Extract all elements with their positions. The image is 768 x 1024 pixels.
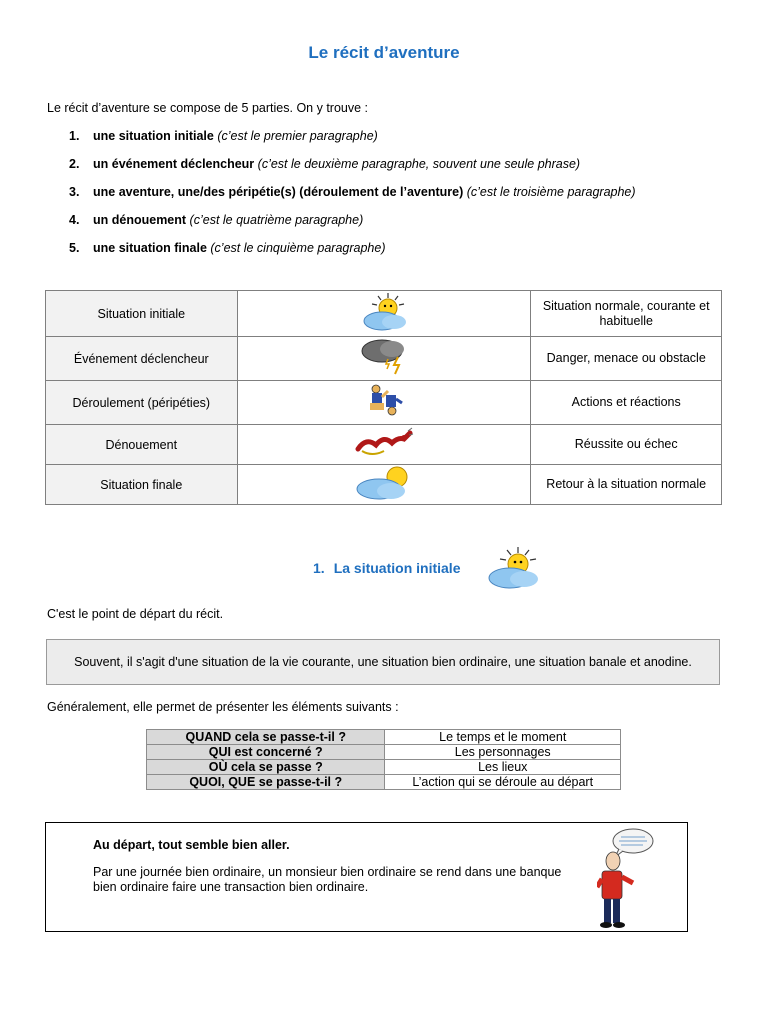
dragon-icon (354, 427, 414, 459)
list-item: 4. un dénouement (c’est le quatrième paragraphe) (69, 213, 364, 227)
table-row (147, 775, 621, 790)
general-text: Généralement, elle permet de présenter les éléments suivants : (47, 700, 399, 714)
fighting-figures-icon (362, 381, 406, 421)
list-item: 2. un événement déclencheur (c’est le deuxième paragraphe, souvent une seule phrase) (69, 157, 581, 171)
questions-table (146, 729, 621, 790)
stage-name: Dénouement (46, 425, 238, 465)
story-lead: Au départ, tout semble bien aller. (93, 838, 290, 852)
section-heading: 1. La situation initiale (313, 560, 461, 576)
stage-description: Retour à la situation normale (531, 465, 722, 505)
highlight-box (46, 639, 720, 685)
story-box (45, 822, 688, 932)
cloud-sun-icon (355, 465, 413, 501)
table-row (147, 745, 621, 760)
parts-list (47, 128, 636, 268)
stage-description: Danger, menace ou obstacle (531, 337, 722, 381)
stages-table (45, 290, 722, 505)
start-text: C'est le point de départ du récit. (47, 607, 224, 621)
table-row (147, 730, 621, 745)
answer-cell: Les lieux (385, 760, 621, 775)
answer-cell: L’action qui se déroule au départ (385, 775, 621, 790)
table-row (46, 291, 722, 337)
question-cell: OÙ cela se passe ? (147, 760, 385, 775)
stage-description: Actions et réactions (531, 381, 722, 425)
question-cell: QUAND cela se passe-t-il ? (147, 730, 385, 745)
stage-description: Réussite ou échec (531, 425, 722, 465)
storm-cloud-icon (358, 337, 410, 377)
list-item: 1. une situation initiale (c’est le premier paragraphe) (69, 129, 378, 143)
question-cell: QUOI, QUE se passe-t-il ? (147, 775, 385, 790)
page-title: Le récit d’aventure (308, 43, 460, 62)
stage-description: Situation normale, courante et habituelle (531, 291, 722, 337)
stage-name: Situation finale (46, 465, 238, 505)
story-text: Par une journée bien ordinaire, un monsieur bien ordinaire se rend dans une banque bien ordinaire faire une transaction bien ordinaire. (93, 865, 562, 894)
stage-name: Événement déclencheur (46, 337, 238, 381)
stage-name: Situation initiale (46, 291, 238, 337)
question-cell: QUI est concerné ? (147, 745, 385, 760)
cartoon-man-icon (597, 827, 657, 931)
intro-text: Le récit d’aventure se compose de 5 parties. On y trouve : (47, 101, 369, 115)
answer-cell: Les personnages (385, 745, 621, 760)
stage-name: Déroulement (péripéties) (46, 381, 238, 425)
highlight-text: Souvent, il s'agit d'une situation de la vie courante, une situation bien ordinaire, une situation banale et anodine. (74, 655, 692, 669)
sun-cloud-icon (484, 545, 544, 591)
table-row (46, 381, 722, 425)
table-row (46, 465, 722, 505)
list-item: 5. une situation finale (c’est le cinquième paragraphe) (69, 241, 386, 255)
sun-cloud-icon (358, 291, 410, 333)
table-row (46, 337, 722, 381)
table-row (147, 760, 621, 775)
list-item: 3. une aventure, une/des péripétie(s) (déroulement de l’aventure) (c’est le troisième paragraphe) (69, 185, 636, 199)
answer-cell: Le temps et le moment (385, 730, 621, 745)
table-row (46, 425, 722, 465)
